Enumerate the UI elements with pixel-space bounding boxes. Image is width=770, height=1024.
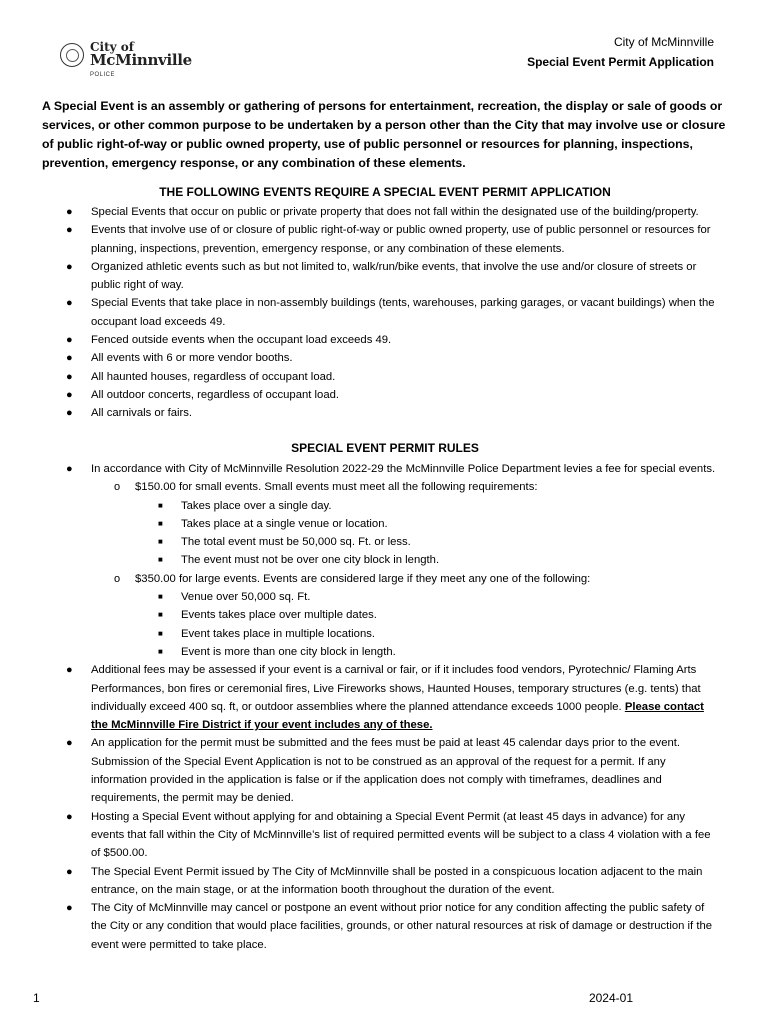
header-org: City of McMinnville	[613, 35, 714, 49]
logo-line2: McMinnville	[90, 51, 192, 69]
list-item: ● An application for the permit must be submitted and the fees must be paid at least 45 calendar days prior to the event. Submission of the Special Event Application is not to be construed as an approval of the request for a permit. If any information provided in the application is false or if the application does not comply with timeframes, deadlines and requirements, the permit may be denied.	[66, 737, 681, 805]
section1-title: THE FOLLOWING EVENTS REQUIRE A SPECIAL EVENT PERMIT APPLICATION	[159, 185, 611, 199]
list-item: ■ Takes place at a single venue or location.	[158, 517, 388, 530]
header-doc-title: Special Event Permit Application	[527, 55, 714, 69]
seal-icon	[60, 43, 84, 67]
list-item: ■ Events takes place over multiple dates.	[158, 609, 377, 622]
list-item: ● The Special Event Permit issued by The City of McMinnville shall be posted in a conspicuous location adjacent to the main entrance, on the main stage, or at the information booth throughout the duration of the event.	[66, 865, 703, 896]
list-item: ■ Event takes place in multiple locations.	[158, 627, 376, 640]
version-label: 2024-01	[588, 991, 633, 1005]
intro-paragraph: A Special Event is an assembly or gathering of persons for entertainment, recreation, the display or sale of goods or services, or other common purpose to be undertaken by a person other than the City that may involve use or closure of public right-of-way or public owned property, use of public personnel or resources for planning, inspections, prevention, emergency response, or any combination of these elements.	[42, 99, 726, 170]
list-item: ● Hosting a Special Event without applying for and obtaining a Special Event Permit (at least 45 days in advance) for any events that fall within the City of McMinnville’s list of required permitted events will be subject to a class 4 violation with a fee of $500.00.	[66, 810, 711, 860]
list-item: ● Events that involve use of or closure of public right-of-way or public owned property, use of public personnel or resources for planning, inspections, prevention, emergency response, or any combination of these elements.	[66, 224, 711, 255]
list-item: ■ The total event must be 50,000 sq. Ft. or less.	[158, 536, 411, 549]
list-item: ● All outdoor concerts, regardless of occupant load.	[66, 388, 340, 401]
required-events-list	[0, 203, 770, 423]
fire-district-contact-note: Please contact the McMinnville Fire District if your event includes any of these.	[91, 700, 704, 732]
list-item: ■ Takes place over a single day.	[158, 499, 332, 512]
page-number: 1	[33, 991, 40, 1005]
list-item: ● Organized athletic events such as but not limited to, walk/run/bike events, that involve the use and/or closure of streets or public right of way.	[66, 260, 697, 292]
additional-fees-item: ● Additional fees may be assessed if your event is a carnival or fair, or if it includes food vendors, Pyrotechnic/ Flaming Arts Performances, bon fires or ceremonial fires, Live Fireworks shows, Haunted Houses, temporary structures (e.g. tents) that individually exceed 400 sq. ft, or outdoor assemblies where the planned attendance exceeds 1000 people. Please contact the McMinnville Fire District if your event includes any of these.	[66, 664, 704, 732]
list-item: ● Special Events that occur on public or private property that does not fall within the designated use of the building/property.	[66, 206, 699, 218]
list-item: ● The City of McMinnville may cancel or postpone an event without prior notice for any condition affecting the public safety of the City or any condition that would place facilities, grounds, or other natural resources at risk of damage or destruction if the event were permitted to take place.	[66, 902, 713, 951]
list-item: ● All haunted houses, regardless of occupant load.	[66, 370, 336, 383]
logo-line1: City of	[90, 40, 134, 54]
list-item: ● In accordance with City of McMinnville Resolution 2022-29 the McMinnville Police Department levies a fee for special events.	[66, 463, 716, 475]
list-item: ● All carnivals or fairs.	[66, 407, 193, 420]
city-logo	[60, 41, 210, 85]
list-item: ■ Venue over 50,000 sq. Ft.	[158, 591, 311, 604]
list-item: ● Special Events that take place in non-assembly buildings (tents, warehouses, parking garages, or vacant buildings) when the occupant load exceeds 49.	[66, 297, 715, 328]
small-events-item: o $150.00 for small events. Small events must meet all the following requirements:	[114, 481, 538, 494]
list-item: ● Fenced outside events when the occupant load exceeds 49.	[66, 334, 392, 347]
list-item: ■ The event must not be over one city block in length.	[158, 554, 440, 567]
rules-list	[0, 460, 770, 954]
large-events-item: o $350.00 for large events. Events are considered large if they meet any one of the following:	[114, 572, 591, 585]
logo-line3: POLICE	[90, 72, 116, 78]
section2-title: SPECIAL EVENT PERMIT RULES	[291, 441, 479, 455]
list-item: ● All events with 6 or more vendor booths.	[66, 352, 293, 365]
list-item: ■ Event is more than one city block in length.	[158, 645, 396, 658]
